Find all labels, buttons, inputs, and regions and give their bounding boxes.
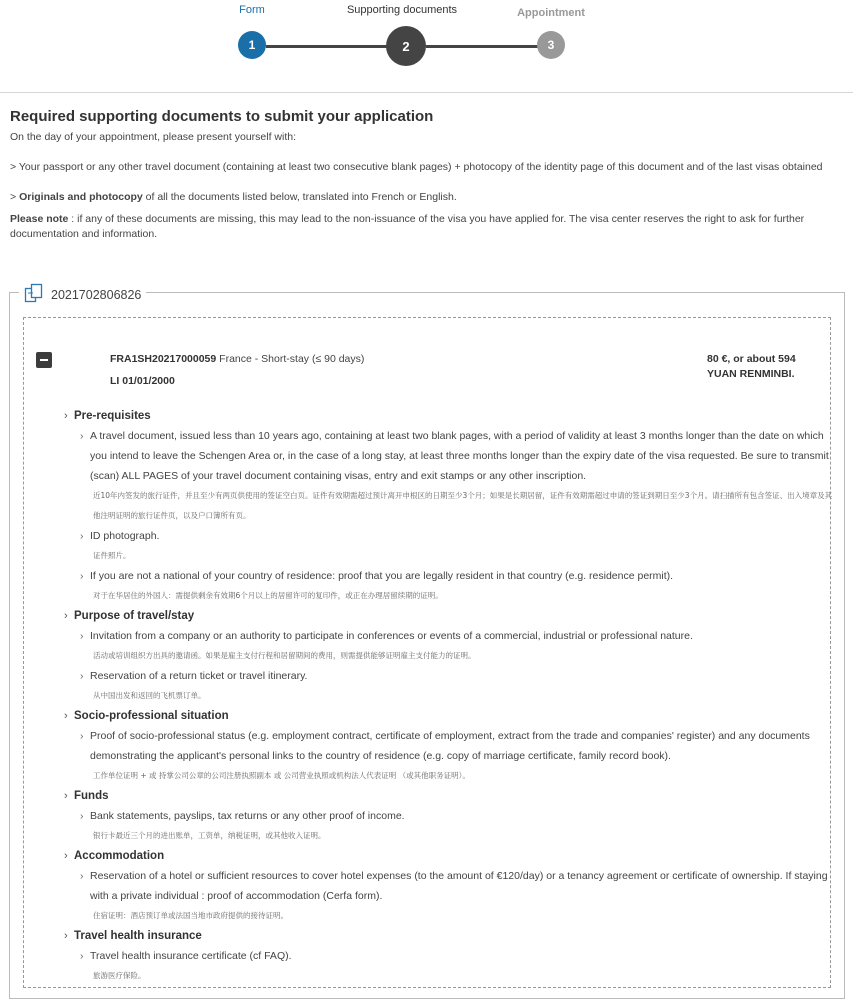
- item-chinese-text: 住宿证明：酒店预订单或法国当地市政府提供的接待证明。: [93, 911, 288, 920]
- note-rest: : if any of these documents are missing, this may lead to the non-issuance of the visa you have applied for. The visa center reserves the right to ask for further documentation and information.: [10, 213, 805, 240]
- originals-prefix: >: [10, 191, 20, 203]
- page-title: Required supporting documents to submit your application: [10, 108, 434, 125]
- chevron-right-icon: ›: [64, 710, 68, 722]
- section-title-text: Socio-professional situation: [74, 710, 229, 722]
- list-item: [64, 946, 834, 986]
- originals-bold: Originals and photocopy: [19, 191, 143, 203]
- item-chinese-text: 对于在华居住的外国人：需提供剩余有效期6个月以上的居留许可的复印件，或正在办理居留续期的证明。: [93, 591, 443, 600]
- step-circle-supporting-documents: 2: [386, 26, 426, 66]
- list-item: [64, 726, 834, 786]
- section-title-funds: [64, 786, 834, 806]
- list-item: [64, 866, 834, 926]
- chevron-right-icon: ›: [64, 410, 68, 422]
- section-title-socio-professional: [64, 706, 834, 726]
- item-chinese-text: 近10年内签发的旅行证件，并且至少有两页供使用的签证空白页。证件有效期需超过预计离开申根区的日期至少3个月；如果是长期居留，证件有效期需超过申请的签证到期日至少3个月。请扫描所有包含签证、出入境章及其他注明证明的旅行证件页，以及户口簿所有页。: [93, 491, 833, 520]
- chevron-right-icon: ›: [64, 610, 68, 622]
- item-chinese-text: 证件照片。: [93, 551, 131, 560]
- chevron-right-icon: ›: [64, 930, 68, 942]
- item-text: › Travel health insurance certificate (cf FAQ).: [82, 946, 834, 966]
- item-text: › Bank statements, payslips, tax returns or any other proof of income.: [82, 806, 834, 826]
- item-chinese-text: 工作单位证明 + 或 持掌公司公章的公司注册执照副本 或 公司营业执照或机构法人代表证明 （或其他职务证明）。: [93, 771, 470, 780]
- item-text: › Proof of socio-professional status (e.g. employment contract, certificate of employment, extract from the trade and companies' register) and any documents demonstrating the applicant's personal links to the country of residence (e.g. copy of marriage certificate, family record book).: [82, 726, 834, 766]
- section-title-purpose: [64, 606, 834, 626]
- section-title-travel-health-insurance: [64, 926, 834, 946]
- application-group: [9, 287, 845, 999]
- group-legend: [19, 283, 146, 306]
- passport-requirement: > Your passport or any other travel document (containing at least two consecutive blank pages) + photocopy of the identity page of this document and of the last visas obtained: [10, 161, 823, 173]
- visa-fee: 80 €, or about 594 YUAN RENMINBI.: [707, 353, 796, 380]
- step-label-form[interactable]: Form: [239, 4, 265, 16]
- step-circle-appointment: 3: [537, 31, 565, 59]
- item-chinese-text: 从中国出发和返回的飞机票订单。: [93, 691, 206, 700]
- list-item: [64, 806, 834, 846]
- application-description: France - Short-stay (≤ 90 days): [216, 353, 365, 365]
- group-number: 2021702806826: [51, 287, 142, 302]
- item-chinese-text: 旅游医疗保险。: [93, 971, 146, 980]
- list-item: [64, 626, 834, 666]
- section-title-text: Funds: [74, 790, 109, 802]
- item-text: › ID photograph.: [82, 526, 834, 546]
- originals-requirement: [10, 190, 846, 205]
- section-title-text: Travel health insurance: [74, 930, 202, 942]
- section-title-pre-requisites: [64, 406, 834, 426]
- intro-line: On the day of your appointment, please present yourself with:: [10, 131, 296, 143]
- step-circle-form[interactable]: 1: [238, 31, 266, 59]
- item-chinese-text: 银行卡最近三个月的进出账单，工资单，纳税证明，或其他收入证明。: [93, 831, 326, 840]
- please-note: [10, 212, 846, 242]
- item-text: › Reservation of a hotel or sufficient resources to cover hotel expenses (to the amount of €120/day) or a tenancy agreement or certificate of ownership. If staying with a private individual : proof of accommodation (Cerfa form).: [82, 866, 834, 906]
- applicant-name: LI 01/01/2000: [110, 375, 175, 387]
- note-bold: Please note: [10, 213, 69, 225]
- section-title-text: Purpose of travel/stay: [74, 610, 195, 622]
- application-info: [110, 352, 364, 389]
- list-item: [64, 666, 834, 706]
- stepper-connector-2-3: [426, 45, 538, 48]
- section-title-text: Pre-requisites: [74, 410, 151, 422]
- item-text: › Reservation of a return ticket or travel itinerary.: [82, 666, 834, 686]
- item-text: › Invitation from a company or an authority to participate in conferences or events of a commercial, industrial or professional nature.: [82, 626, 834, 646]
- application-reference: FRA1SH20217000059: [110, 353, 217, 365]
- originals-rest: of all the documents listed below, translated into French or English.: [142, 191, 457, 203]
- section-title-accommodation: [64, 846, 834, 866]
- section-title-text: Accommodation: [74, 850, 165, 862]
- minus-icon: [40, 359, 48, 361]
- step-label-supporting-documents: Supporting documents: [346, 4, 458, 16]
- item-text: › If you are not a national of your country of residence: proof that you are legally resident in that country (e.g. residence permit).: [82, 566, 834, 586]
- intro-section: [10, 108, 846, 242]
- collapse-toggle-button[interactable]: [36, 352, 52, 368]
- requirements-list: [64, 406, 834, 986]
- application-card: [23, 317, 831, 988]
- list-item: [64, 526, 834, 566]
- progress-stepper: [0, 0, 853, 93]
- item-chinese-text: 活动或培训组织方出具的邀请函。如果是雇主支付行程和居留期间的费用，则需提供能够证明雇主支付能力的证明。: [93, 651, 476, 660]
- list-item: [64, 566, 834, 606]
- item-text: › A travel document, issued less than 10 years ago, containing at least two blank pages, with a period of validity at least 3 months longer than the date on which you intend to leave the Schengen Area or, in the case of a long stay, at least three months longer than the expiry date of the visa requested. Be sure to transmit (scan) ALL PAGES of your travel document containing visas, entry and exit stamps or any other inscription.: [82, 426, 834, 486]
- list-item: [64, 426, 834, 526]
- chevron-right-icon: ›: [64, 850, 68, 862]
- stepper-connector-1-2: [266, 45, 388, 48]
- chevron-right-icon: ›: [64, 790, 68, 802]
- step-label-appointment: Appointment: [517, 7, 585, 19]
- copy-documents-icon: [24, 283, 44, 306]
